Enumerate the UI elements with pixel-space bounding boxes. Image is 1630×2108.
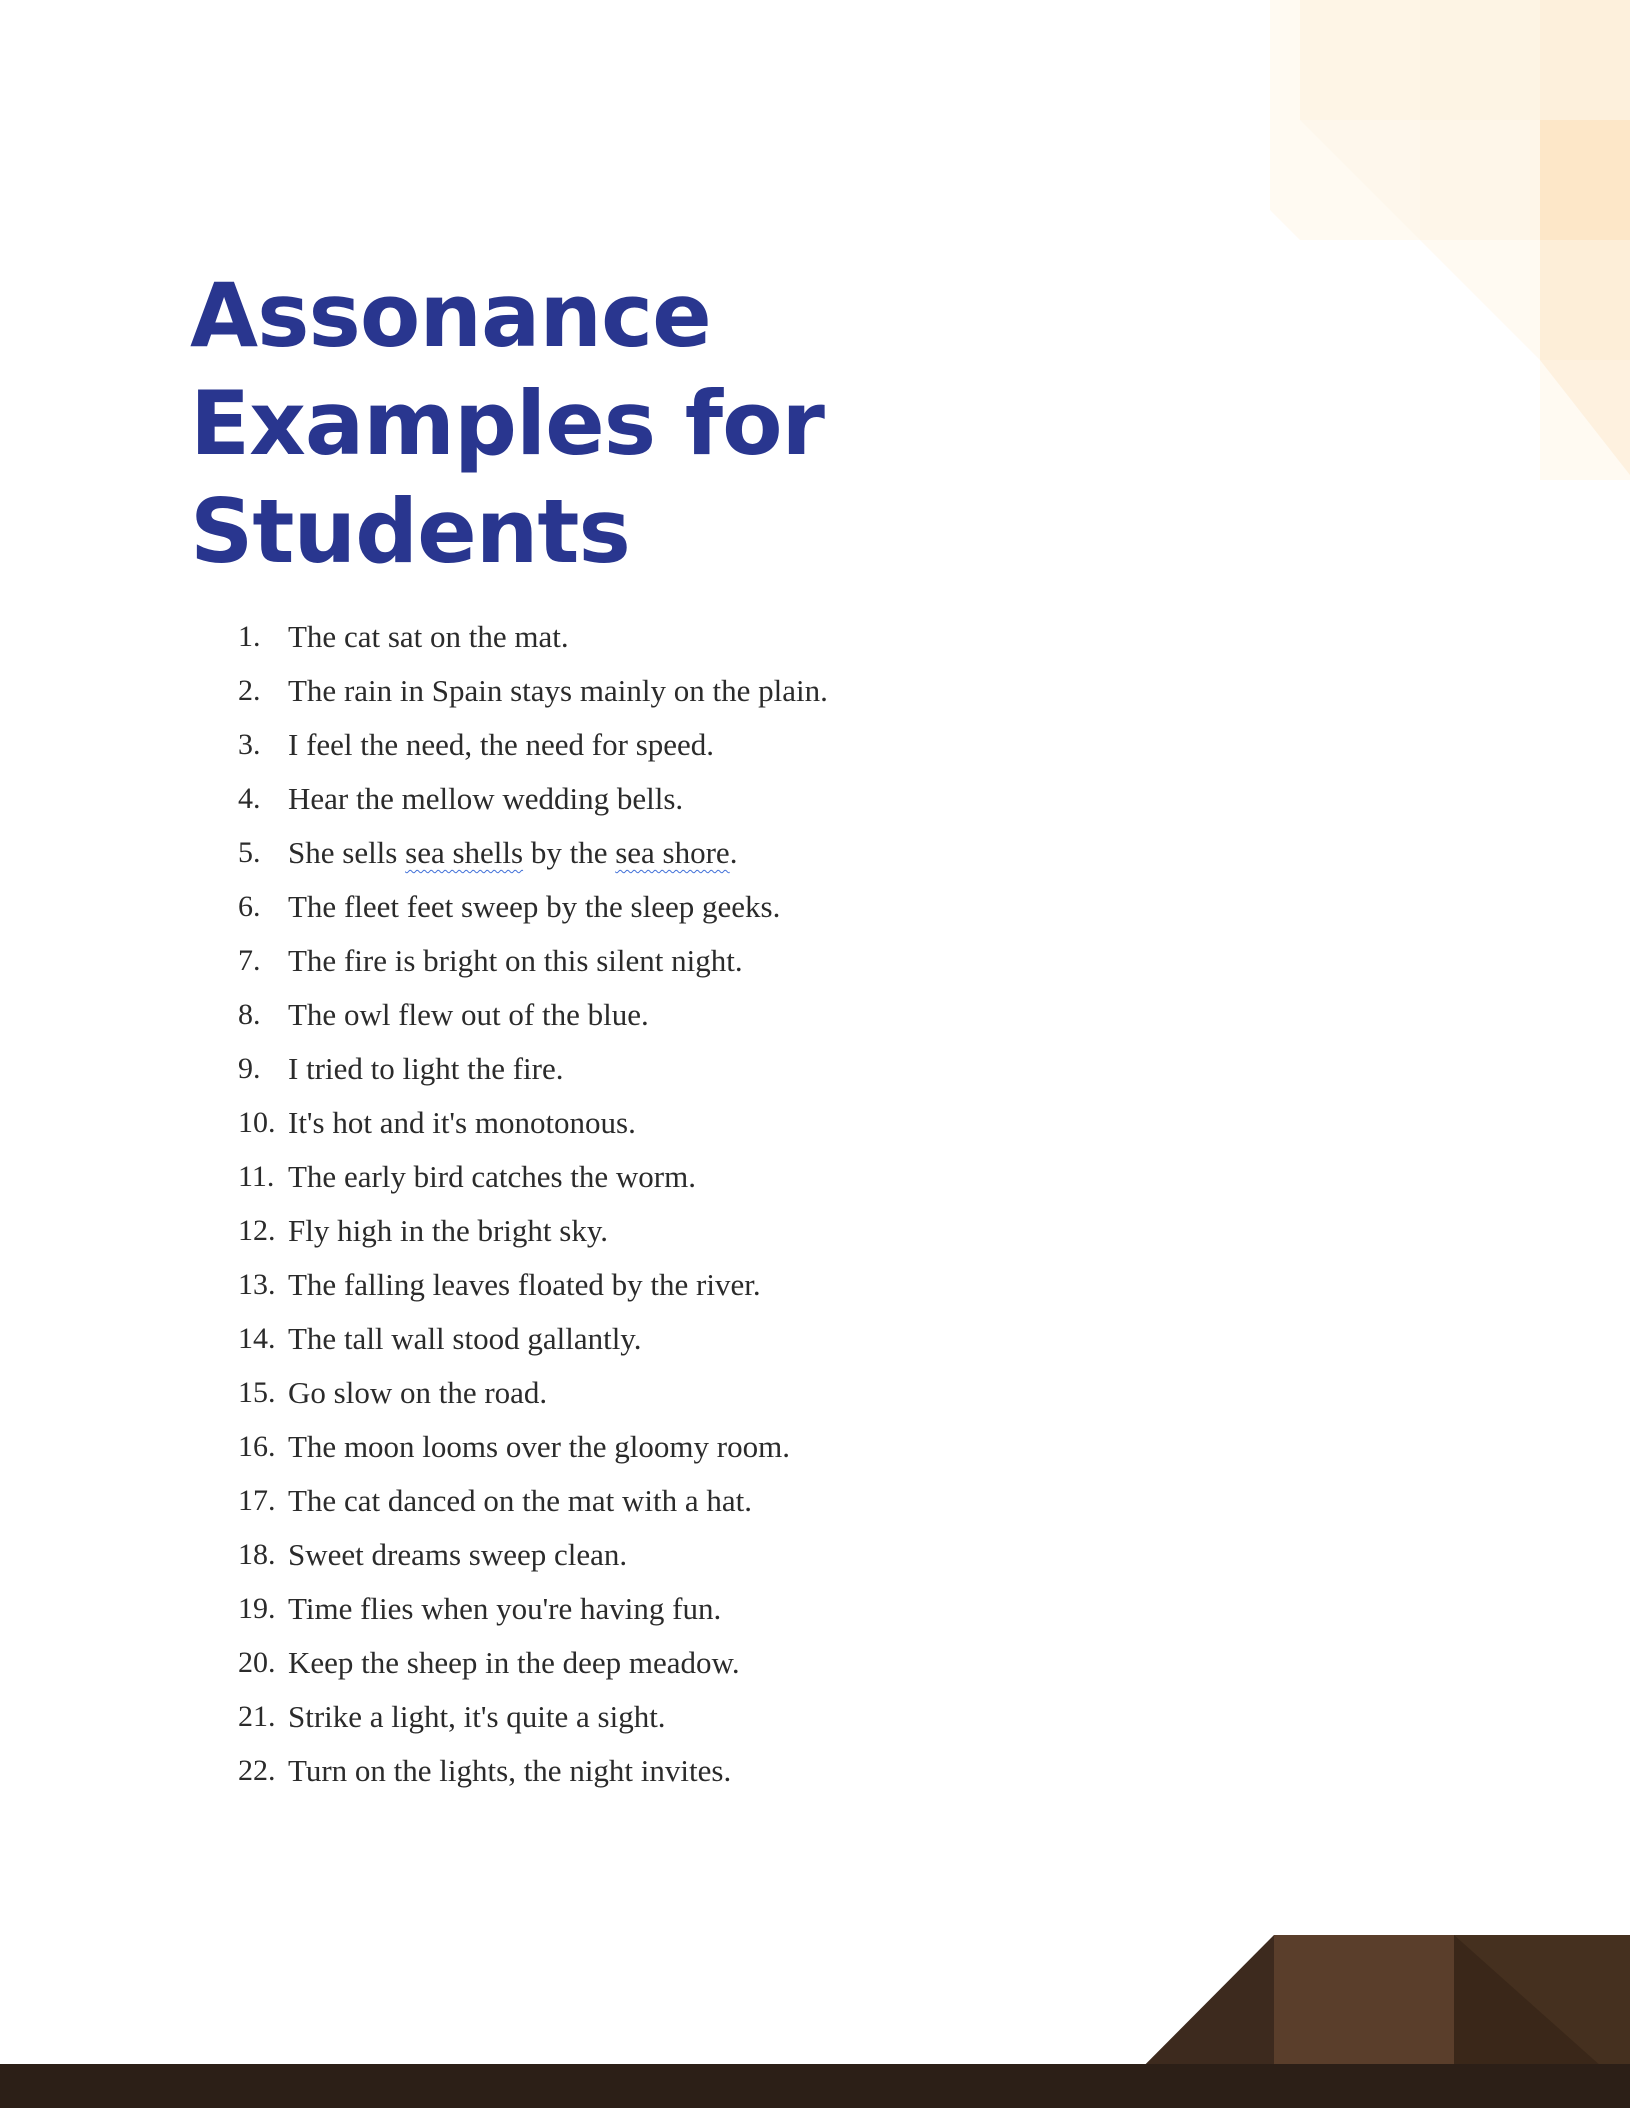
spellcheck-flagged-phrase: sea shore: [615, 835, 730, 870]
top-right-decoration: [1270, 0, 1630, 480]
list-item-text: The rain in Spain stays mainly on the plain.: [288, 673, 828, 708]
list-item: [238, 772, 1238, 826]
list-item-number: 4.: [238, 782, 261, 815]
list-item: [238, 826, 1238, 880]
list-item-text: Fly high in the bright sky.: [288, 1213, 609, 1248]
list-item: [238, 1366, 1238, 1420]
list-item-number: 20.: [238, 1646, 276, 1679]
list-item-number: 8.: [238, 998, 261, 1031]
list-item-number: 15.: [238, 1376, 276, 1409]
list-item: [238, 1312, 1238, 1366]
list-item-number: 9.: [238, 1052, 261, 1085]
list-item-number: 17.: [238, 1484, 276, 1517]
list-item-number: 10.: [238, 1106, 276, 1139]
list-item-text: The fleet feet sweep by the sleep geeks.: [288, 889, 781, 924]
list-item-number: 21.: [238, 1700, 276, 1733]
list-item-text: The cat danced on the mat with a hat.: [288, 1483, 752, 1518]
list-item-number: 5.: [238, 836, 261, 869]
list-item-text: Hear the mellow wedding bells.: [288, 781, 684, 816]
list-item-text: The moon looms over the gloomy room.: [288, 1429, 790, 1464]
list-item-number: 19.: [238, 1592, 276, 1625]
list-item-text: Keep the sheep in the deep meadow.: [288, 1645, 740, 1680]
list-item: [238, 1582, 1238, 1636]
list-item-number: 16.: [238, 1430, 276, 1463]
list-item: [238, 1258, 1238, 1312]
list-item-number: 22.: [238, 1754, 276, 1787]
list-item-text: Time flies when you're having fun.: [288, 1591, 722, 1626]
list-item-text: The owl flew out of the blue.: [288, 997, 649, 1032]
list-item: [238, 1150, 1238, 1204]
title-line-2: Examples for: [190, 372, 824, 475]
list-item-number: 3.: [238, 728, 261, 761]
list-item-number: 2.: [238, 674, 261, 707]
list-item: [238, 610, 1238, 664]
list-item-text: I tried to light the fire.: [288, 1051, 564, 1086]
text-segment: She sells: [288, 835, 406, 870]
list-item: [238, 1042, 1238, 1096]
page-title: [190, 262, 950, 586]
list-item: [238, 1528, 1238, 1582]
list-item-text: Go slow on the road.: [288, 1375, 548, 1410]
list-item: [238, 1204, 1238, 1258]
list-item-number: 18.: [238, 1538, 276, 1571]
examples-list: [238, 610, 1238, 1798]
list-item-text: The fire is bright on this silent night.: [288, 943, 743, 978]
list-item-text: The cat sat on the mat.: [288, 619, 569, 654]
list-item-text: I feel the need, the need for speed.: [288, 727, 715, 762]
list-item: [238, 664, 1238, 718]
list-item-number: 6.: [238, 890, 261, 923]
list-item-number: 12.: [238, 1214, 276, 1247]
list-item: [238, 718, 1238, 772]
list-item: [238, 988, 1238, 1042]
list-item-text: [288, 835, 737, 870]
list-item: [238, 1474, 1238, 1528]
list-item: [238, 934, 1238, 988]
list-item-number: 11.: [238, 1160, 275, 1193]
list-item-number: 13.: [238, 1268, 276, 1301]
list-item-number: 7.: [238, 944, 261, 977]
bottom-decoration: [0, 1892, 1630, 2108]
list-item: [238, 880, 1238, 934]
title-line-1: Assonance: [190, 264, 711, 367]
spellcheck-flagged-phrase: sea shells: [405, 835, 524, 870]
list-item: [238, 1636, 1238, 1690]
text-segment: .: [729, 835, 738, 870]
list-item: [238, 1690, 1238, 1744]
list-item-text: The tall wall stood gallantly.: [288, 1321, 642, 1356]
list-item-text: Turn on the lights, the night invites.: [288, 1753, 732, 1788]
list-item-text: The falling leaves floated by the river.: [288, 1267, 761, 1302]
list-item: [238, 1096, 1238, 1150]
list-item: [238, 1420, 1238, 1474]
text-segment: by the: [523, 835, 616, 870]
list-item-text: The early bird catches the worm.: [288, 1159, 696, 1194]
list-item-number: 1.: [238, 620, 261, 653]
list-item-text: It's hot and it's monotonous.: [288, 1105, 636, 1140]
list-item-text: Sweet dreams sweep clean.: [288, 1537, 628, 1572]
title-line-3: Students: [190, 480, 630, 583]
list-item: [238, 1744, 1238, 1798]
list-item-number: 14.: [238, 1322, 276, 1355]
list-item-text: Strike a light, it's quite a sight.: [288, 1699, 666, 1734]
